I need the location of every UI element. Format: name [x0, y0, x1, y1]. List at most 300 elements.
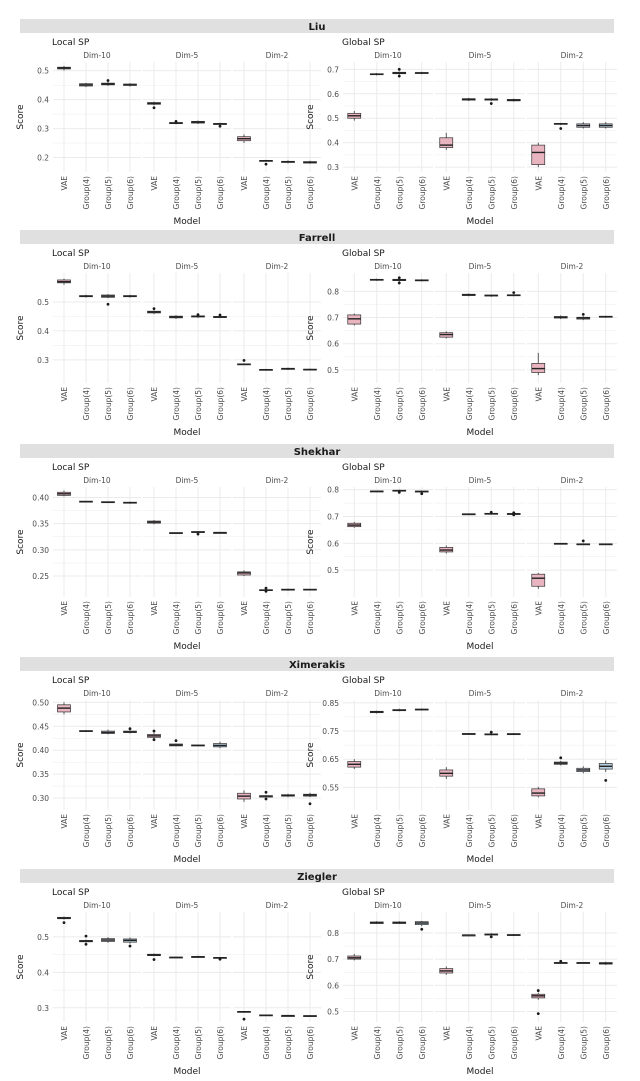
- outlier-point: [219, 958, 222, 961]
- x-tick-label: VAE: [60, 1026, 69, 1041]
- panel-local-sp: [16, 888, 321, 1077]
- facet-background: [435, 912, 525, 1022]
- x-tick-label: Group(4): [262, 1026, 271, 1060]
- outlier-point: [559, 756, 562, 759]
- facet-dim-2: [527, 689, 617, 847]
- x-tick-label: VAE: [534, 176, 544, 191]
- x-tick-label: Group(5): [104, 387, 113, 421]
- facet-dim-2: [527, 901, 617, 1059]
- facet-background: [53, 62, 141, 172]
- x-tick-label: Group(5): [395, 176, 405, 210]
- y-tick-label: 0.3: [37, 355, 49, 365]
- dataset-title: Ximerakis: [288, 660, 346, 671]
- facet-title: Dim-5: [175, 51, 199, 60]
- facet-title: Dim-10: [374, 476, 402, 485]
- dataset-row-farrell: [16, 230, 617, 438]
- x-axis-label: Model: [466, 855, 494, 865]
- x-tick-label: Group(6): [601, 814, 611, 848]
- facet-dim-10: [343, 262, 433, 420]
- x-tick-label: VAE: [534, 814, 544, 829]
- x-tick-label: Group(5): [284, 176, 293, 210]
- x-tick-label: Group(4): [262, 176, 271, 210]
- x-tick-label: Group(5): [579, 176, 589, 210]
- y-tick-label: 0.5: [327, 365, 339, 375]
- facet-title: Dim-5: [175, 901, 199, 910]
- facet-background: [53, 273, 141, 383]
- panel-local-sp: [16, 249, 321, 438]
- x-axis-label: Model: [466, 428, 494, 438]
- facet-title: Dim-5: [468, 51, 492, 60]
- x-tick-label: Group(5): [194, 387, 203, 421]
- box-body: [532, 145, 545, 165]
- box-group5: [577, 962, 590, 963]
- box-group6: [304, 369, 317, 371]
- x-tick-label: Group(6): [417, 601, 427, 635]
- dataset-row-liu: [16, 19, 617, 227]
- y-tick-label: 0.45: [32, 722, 49, 732]
- facet-title: Dim-5: [175, 689, 199, 698]
- box-group4: [80, 501, 93, 502]
- x-tick-label: VAE: [442, 387, 452, 402]
- x-tick-label: VAE: [150, 387, 159, 402]
- box-group4: [170, 533, 183, 534]
- x-tick-label: VAE: [350, 1026, 360, 1041]
- panel-global-sp: [306, 463, 617, 652]
- y-tick-label: 0.40: [32, 493, 49, 503]
- outlier-point: [85, 935, 88, 938]
- facet-title: Dim-2: [560, 51, 584, 60]
- box-vae: [440, 331, 453, 338]
- box-group5: [192, 744, 205, 746]
- x-tick-label: Group(4): [82, 601, 91, 635]
- x-tick-label: Group(5): [284, 1026, 293, 1060]
- outlier-point: [107, 79, 110, 82]
- facet-title: Dim-2: [265, 51, 289, 60]
- x-tick-label: Group(4): [82, 814, 91, 848]
- x-tick-label: Group(5): [579, 1026, 589, 1060]
- box-group4: [462, 514, 475, 515]
- x-axis-label: Model: [466, 1067, 494, 1077]
- x-tick-label: Group(4): [372, 1026, 382, 1060]
- panel-title: Local SP: [52, 463, 90, 473]
- x-tick-label: VAE: [240, 1026, 249, 1041]
- box-body: [532, 574, 545, 586]
- x-tick-label: Group(5): [487, 814, 497, 848]
- facet-dim-5: [143, 51, 231, 209]
- box-group6: [415, 708, 428, 710]
- x-tick-label: Group(5): [487, 601, 497, 635]
- y-tick-label: 0.7: [327, 955, 339, 965]
- outlier-point: [420, 928, 423, 931]
- box-vae: [532, 143, 545, 167]
- outlier-point: [85, 943, 88, 946]
- x-tick-label: VAE: [240, 176, 249, 191]
- y-axis-label: Score: [306, 954, 316, 980]
- facet-dim-10: [53, 476, 141, 634]
- x-tick-label: Group(5): [579, 387, 589, 421]
- outlier-point: [490, 102, 493, 105]
- x-tick-label: Group(6): [509, 601, 519, 635]
- y-tick-label: 0.4: [37, 968, 49, 978]
- box-group4: [80, 730, 93, 732]
- x-tick-label: Group(6): [126, 1026, 135, 1060]
- box-group4: [370, 491, 383, 492]
- outlier-point: [309, 802, 312, 805]
- x-tick-label: Group(4): [172, 176, 181, 210]
- panel-title: Local SP: [52, 249, 90, 259]
- y-tick-label: 0.4: [37, 95, 49, 105]
- x-tick-label: Group(5): [104, 1026, 113, 1060]
- y-tick-label: 0.8: [327, 287, 339, 297]
- x-tick-label: Group(6): [417, 387, 427, 421]
- x-tick-label: Group(6): [126, 176, 135, 210]
- facet-title: Dim-5: [175, 262, 199, 271]
- x-tick-label: VAE: [60, 387, 69, 402]
- panel-title: Global SP: [342, 38, 385, 48]
- box-group6: [507, 99, 520, 102]
- facet-title: Dim-5: [468, 262, 492, 271]
- panel-title: Global SP: [342, 676, 385, 686]
- panel-global-sp: [306, 38, 617, 227]
- outlier-point: [490, 935, 493, 938]
- x-tick-label: Group(4): [556, 387, 566, 421]
- panel-local-sp: [16, 676, 321, 865]
- x-tick-label: Group(6): [306, 1026, 315, 1060]
- panel-title: Global SP: [342, 888, 385, 898]
- x-tick-label: Group(6): [509, 387, 519, 421]
- facet-background: [143, 487, 231, 597]
- y-tick-label: 0.5: [327, 566, 339, 576]
- facet-dim-5: [143, 901, 231, 1059]
- outlier-point: [129, 727, 132, 730]
- y-axis-label: Score: [306, 315, 316, 341]
- x-tick-label: VAE: [240, 814, 249, 829]
- x-tick-label: VAE: [60, 176, 69, 191]
- x-tick-label: Group(5): [487, 176, 497, 210]
- y-tick-label: 0.5: [327, 1007, 339, 1017]
- dataset-row-shekhar: [16, 444, 617, 652]
- box-group6: [599, 316, 612, 318]
- box-group6: [304, 1016, 317, 1017]
- y-tick-label: 0.5: [37, 66, 49, 76]
- x-tick-label: Group(6): [126, 387, 135, 421]
- y-axis-label: Score: [306, 529, 316, 555]
- x-tick-label: Group(5): [284, 814, 293, 848]
- outlier-point: [153, 307, 156, 310]
- y-tick-label: 0.8: [327, 928, 339, 938]
- box-group6: [214, 532, 227, 534]
- x-tick-label: Group(5): [104, 814, 113, 848]
- facet-title: Dim-5: [468, 476, 492, 485]
- facet-title: Dim-2: [265, 262, 289, 271]
- outlier-point: [604, 779, 607, 782]
- y-axis-label: Score: [306, 742, 316, 768]
- y-axis-label: Score: [16, 529, 26, 555]
- x-tick-label: Group(4): [172, 814, 181, 848]
- x-tick-label: Group(4): [464, 1026, 474, 1060]
- x-tick-label: Group(6): [216, 601, 225, 635]
- panel-title: Global SP: [342, 463, 385, 473]
- x-tick-label: Group(5): [487, 387, 497, 421]
- panel-local-sp: [16, 38, 321, 227]
- x-tick-label: Group(6): [417, 814, 427, 848]
- facet-dim-10: [53, 901, 141, 1059]
- outlier-point: [63, 921, 66, 924]
- facet-background: [143, 700, 231, 810]
- facet-background: [435, 700, 525, 810]
- outlier-point: [129, 945, 132, 948]
- x-tick-label: Group(6): [509, 176, 519, 210]
- box-group4: [462, 935, 475, 936]
- panel-global-sp: [306, 888, 617, 1077]
- x-tick-label: Group(4): [556, 601, 566, 635]
- facet-background: [53, 700, 141, 810]
- x-tick-label: VAE: [442, 176, 452, 191]
- x-tick-label: Group(5): [395, 1026, 405, 1060]
- y-tick-label: 0.30: [32, 794, 49, 804]
- facet-title: Dim-2: [265, 689, 289, 698]
- x-tick-label: VAE: [442, 601, 452, 616]
- facet-dim-10: [343, 901, 433, 1059]
- outlier-point: [398, 282, 401, 285]
- facet-dim-5: [435, 689, 525, 847]
- x-tick-label: Group(4): [172, 1026, 181, 1060]
- facet-dim-5: [435, 901, 525, 1059]
- outlier-point: [490, 511, 493, 514]
- facet-background: [435, 273, 525, 383]
- x-tick-label: VAE: [60, 814, 69, 829]
- y-tick-label: 0.5: [37, 297, 49, 307]
- x-tick-label: VAE: [240, 387, 249, 402]
- x-tick-label: Group(5): [395, 814, 405, 848]
- y-tick-label: 0.5: [327, 114, 339, 124]
- x-tick-label: Group(5): [194, 1026, 203, 1060]
- facet-title: Dim-10: [374, 262, 402, 271]
- outlier-point: [175, 739, 178, 742]
- x-tick-label: VAE: [150, 176, 159, 191]
- outlier-point: [490, 731, 493, 734]
- facet-title: Dim-2: [560, 476, 584, 485]
- x-tick-label: Group(5): [194, 176, 203, 210]
- y-tick-label: 0.3: [327, 163, 339, 173]
- y-tick-label: 0.5: [37, 932, 49, 942]
- x-tick-label: Group(5): [104, 176, 113, 210]
- x-tick-label: Group(4): [82, 387, 91, 421]
- facet-dim-5: [435, 51, 525, 209]
- x-tick-label: Group(5): [579, 814, 589, 848]
- x-tick-label: Group(6): [216, 814, 225, 848]
- facet-title: Dim-2: [560, 689, 584, 698]
- box-group5: [282, 368, 295, 370]
- x-tick-label: Group(6): [601, 387, 611, 421]
- x-tick-label: Group(5): [487, 1026, 497, 1060]
- y-axis-label: Score: [16, 315, 26, 341]
- facet-dim-10: [53, 262, 141, 420]
- x-axis-label: Model: [173, 217, 201, 227]
- outlier-point: [559, 960, 562, 963]
- facet-background: [435, 62, 525, 172]
- outlier-point: [265, 798, 268, 801]
- facet-dim-10: [53, 51, 141, 209]
- x-tick-label: Group(6): [509, 1026, 519, 1060]
- x-tick-label: Group(5): [395, 601, 405, 635]
- panel-title: Local SP: [52, 676, 90, 686]
- box-group4: [370, 279, 383, 281]
- facet-background: [343, 487, 433, 597]
- x-tick-label: Group(4): [372, 176, 382, 210]
- facet-background: [143, 273, 231, 383]
- x-tick-label: VAE: [350, 176, 360, 191]
- dataset-title: Liu: [308, 22, 326, 33]
- x-tick-label: Group(6): [306, 601, 315, 635]
- box-group4: [260, 1015, 273, 1016]
- y-tick-label: 0.85: [322, 698, 339, 708]
- x-tick-label: Group(4): [82, 1026, 91, 1060]
- x-tick-label: VAE: [150, 601, 159, 616]
- x-tick-label: Group(4): [172, 601, 181, 635]
- x-axis-label: Model: [173, 642, 201, 652]
- facet-title: Dim-2: [560, 262, 584, 271]
- facet-dim-5: [143, 689, 231, 847]
- panel-title: Local SP: [52, 38, 90, 48]
- dataset-title: Farrell: [298, 233, 336, 244]
- x-tick-label: Group(5): [395, 387, 405, 421]
- x-tick-label: Group(4): [372, 814, 382, 848]
- facet-background: [53, 912, 141, 1022]
- x-tick-label: Group(5): [284, 601, 293, 635]
- x-tick-label: VAE: [240, 601, 249, 616]
- x-axis-label: Model: [173, 855, 201, 865]
- y-axis-label: Score: [16, 742, 26, 768]
- outlier-point: [153, 106, 156, 109]
- y-tick-label: 0.6: [327, 339, 339, 349]
- y-tick-label: 0.55: [322, 783, 339, 793]
- outlier-point: [175, 120, 178, 123]
- outlier-point: [243, 1018, 246, 1021]
- outlier-point: [265, 587, 268, 590]
- x-tick-label: VAE: [350, 387, 360, 402]
- facet-title: Dim-10: [83, 51, 111, 60]
- facet-title: Dim-5: [468, 689, 492, 698]
- y-tick-label: 0.8: [327, 485, 339, 495]
- outlier-point: [512, 291, 515, 294]
- y-tick-label: 0.75: [322, 727, 339, 737]
- x-tick-label: VAE: [150, 814, 159, 829]
- facet-title: Dim-10: [83, 689, 111, 698]
- x-tick-label: VAE: [534, 601, 544, 616]
- y-tick-label: 0.30: [32, 545, 49, 555]
- x-tick-label: Group(6): [126, 601, 135, 635]
- facet-title: Dim-2: [265, 901, 289, 910]
- x-tick-label: Group(4): [372, 601, 382, 635]
- dataset-row-ximerakis: [16, 657, 617, 865]
- x-axis-label: Model: [466, 217, 494, 227]
- x-tick-label: Group(6): [306, 814, 315, 848]
- x-tick-label: VAE: [534, 387, 544, 402]
- x-axis-label: Model: [173, 1067, 201, 1077]
- x-tick-label: Group(6): [306, 387, 315, 421]
- box-group6: [599, 544, 612, 545]
- dataset-title: Shekhar: [293, 447, 341, 458]
- x-tick-label: Group(5): [194, 814, 203, 848]
- x-tick-label: Group(4): [82, 176, 91, 210]
- outlier-point: [197, 313, 200, 316]
- x-tick-label: Group(5): [579, 601, 589, 635]
- facet-background: [343, 273, 433, 383]
- facet-background: [527, 912, 617, 1022]
- facet-dim-10: [343, 476, 433, 634]
- x-tick-label: VAE: [442, 814, 452, 829]
- outlier-point: [243, 359, 246, 362]
- y-tick-label: 0.40: [32, 746, 49, 756]
- facet-dim-5: [435, 262, 525, 420]
- x-tick-label: Group(6): [417, 176, 427, 210]
- x-tick-label: VAE: [442, 1026, 452, 1041]
- x-tick-label: Group(4): [372, 387, 382, 421]
- facet-title: Dim-5: [175, 476, 199, 485]
- box-group5: [102, 502, 115, 503]
- box-group6: [507, 733, 520, 735]
- x-axis-label: Model: [173, 428, 201, 438]
- x-tick-label: Group(6): [126, 814, 135, 848]
- facet-title: Dim-5: [468, 901, 492, 910]
- facet-title: Dim-10: [374, 689, 402, 698]
- panel-global-sp: [306, 676, 617, 865]
- x-tick-label: Group(4): [464, 387, 474, 421]
- panel-local-sp: [16, 463, 321, 652]
- y-tick-label: 0.6: [327, 981, 339, 991]
- facet-dim-5: [435, 476, 525, 634]
- x-tick-label: Group(6): [417, 1026, 427, 1060]
- facet-dim-5: [143, 262, 231, 420]
- outlier-point: [153, 738, 156, 741]
- y-tick-label: 0.3: [37, 1003, 49, 1013]
- x-tick-label: Group(6): [216, 1026, 225, 1060]
- outlier-point: [107, 303, 110, 306]
- y-tick-label: 0.65: [322, 755, 339, 765]
- outlier-point: [265, 163, 268, 166]
- outlier-point: [537, 1012, 540, 1015]
- y-tick-label: 0.35: [32, 770, 49, 780]
- outlier-point: [398, 75, 401, 78]
- box-group4: [462, 733, 475, 734]
- facet-dim-5: [143, 476, 231, 634]
- box-body: [440, 138, 453, 148]
- y-tick-label: 0.7: [327, 65, 339, 75]
- facet-dim-10: [343, 689, 433, 847]
- y-tick-label: 0.2: [37, 153, 49, 163]
- box-group5: [192, 120, 205, 123]
- y-tick-label: 0.4: [37, 326, 49, 336]
- x-tick-label: Group(4): [464, 814, 474, 848]
- y-axis-label: Score: [16, 104, 26, 130]
- panel-title: Local SP: [52, 888, 90, 898]
- outlier-point: [420, 492, 423, 495]
- outlier-point: [582, 540, 585, 543]
- outlier-point: [265, 791, 268, 794]
- box-vae: [348, 314, 361, 326]
- outlier-point: [559, 127, 562, 130]
- x-tick-label: VAE: [150, 1026, 159, 1041]
- x-tick-label: Group(4): [556, 814, 566, 848]
- x-tick-label: Group(4): [262, 814, 271, 848]
- outlier-point: [265, 590, 268, 593]
- dataset-row-ziegler: [16, 869, 617, 1077]
- y-tick-label: 0.4: [327, 138, 339, 148]
- x-tick-label: Group(4): [464, 601, 474, 635]
- panel-title: Global SP: [342, 249, 385, 259]
- y-tick-label: 0.35: [32, 519, 49, 529]
